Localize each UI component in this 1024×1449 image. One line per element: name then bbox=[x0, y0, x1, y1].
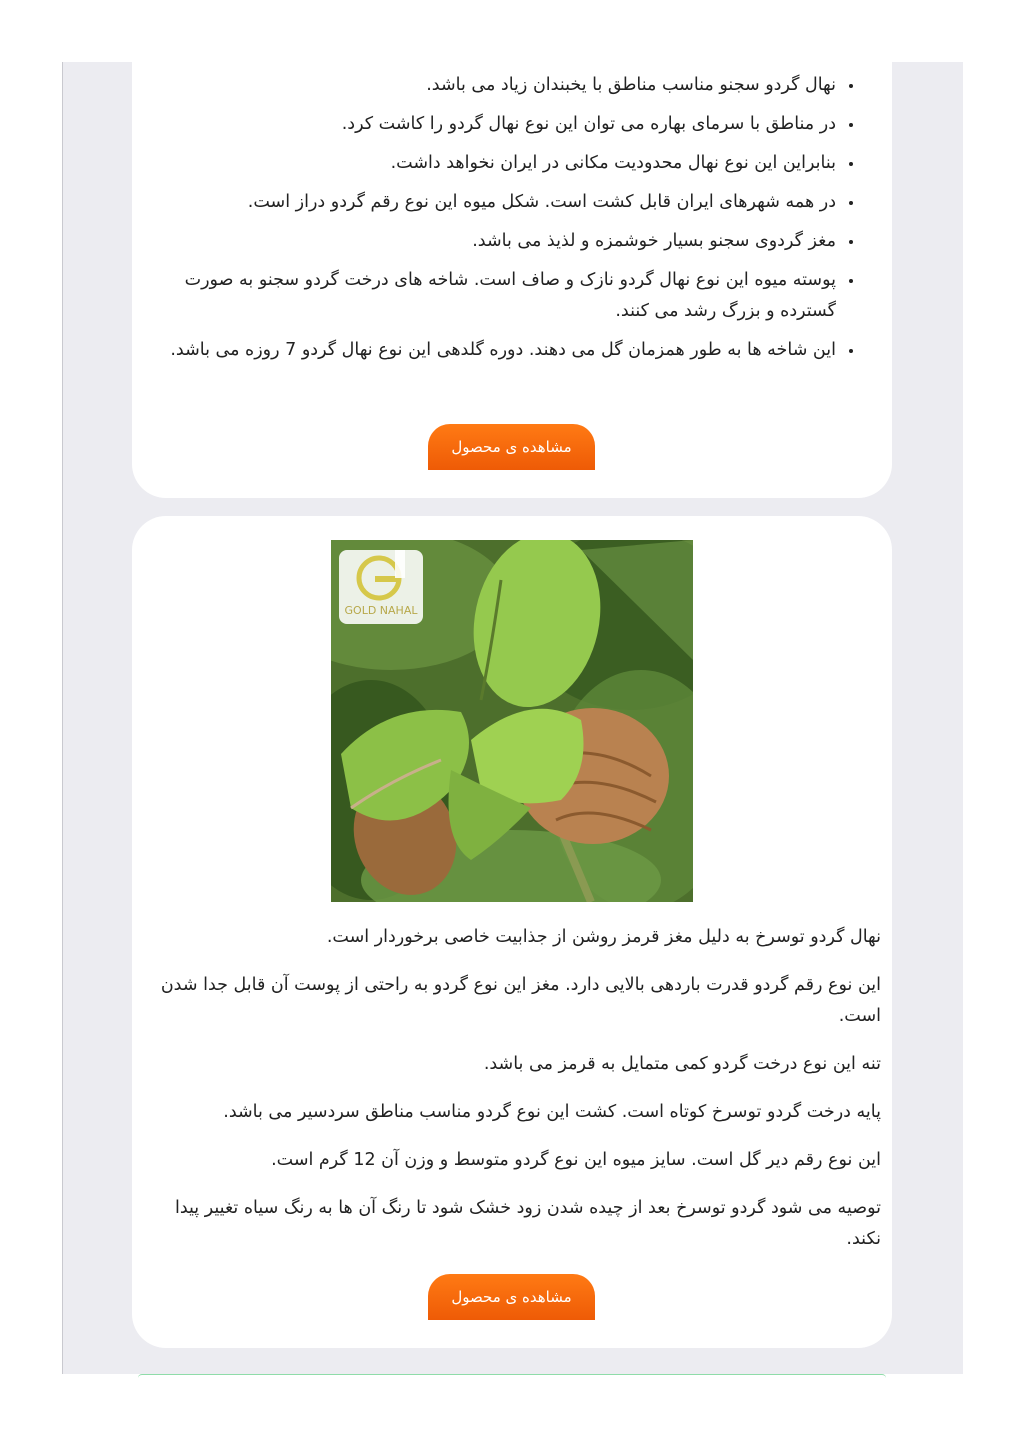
view-product-button[interactable]: مشاهده ی محصول bbox=[428, 1274, 595, 1320]
list-item: • پوسته میوه این نوع نهال گردو نازک و صاف است. شاخه های درخت گردو سجنو به صورت گسترده و بزرگ رشد می کنند. bbox=[152, 265, 838, 327]
list-item: • در همه شهرهای ایران قابل کشت است. شکل میوه این نوع رقم گردو دراز است. bbox=[152, 187, 838, 218]
next-card-edge bbox=[138, 1374, 886, 1378]
description-paragraph: این نوع رقم دیر گل است. سایز میوه این نوع گردو متوسط و وزن آن 12 گرم است. bbox=[271, 1150, 881, 1170]
description-paragraph: این نوع رقم گردو قدرت باردهی بالایی دارد. مغز این نوع گردو به راحتی از پوست آن قابل جدا شدن است. bbox=[160, 975, 881, 1026]
list-item: • نهال گردو سجنو مناسب مناطق با یخبندان زیاد می باشد. bbox=[152, 70, 838, 101]
product-description bbox=[152, 922, 881, 1272]
list-item: • بنابراین این نوع نهال محدودیت مکانی در ایران نخواهد داشت. bbox=[152, 148, 838, 179]
page-footer-area bbox=[0, 1375, 1024, 1449]
description-paragraph: توصیه می شود گردو توسرخ بعد از چیده شدن زود خشک شود تا رنگ آن ها به رنگ سیاه تغییر پیدا نکند. bbox=[174, 1198, 881, 1249]
product-card-sejno bbox=[132, 62, 892, 498]
view-product-button[interactable]: مشاهده ی محصول bbox=[428, 424, 595, 470]
description-paragraph: نهال گردو توسرخ به دلیل مغز قرمز روشن از جذابیت خاصی برخوردار است. bbox=[326, 927, 881, 947]
walnut-photo-svg bbox=[331, 540, 693, 902]
walnut-photo-icon bbox=[331, 540, 693, 902]
product-card-tosorkh bbox=[132, 516, 892, 1348]
description-paragraph: پایه درخت گردو توسرخ کوتاه است. کشت این نوع گردو مناسب مناطق سردسیر می باشد. bbox=[223, 1102, 881, 1122]
description-paragraph: تنه این نوع درخت گردو کمی متمایل به قرمز می باشد. bbox=[483, 1054, 881, 1074]
logo-text: GOLD NAHAL bbox=[344, 604, 418, 617]
list-item: • مغز گردوی سجنو بسیار خوشمزه و لذیذ می باشد. bbox=[152, 226, 838, 257]
list-item: • این شاخه ها به طور همزمان گل می دهند. دوره گلدهی این نوع نهال گردو 7 روزه می باشد. bbox=[152, 335, 838, 366]
list-item: • در مناطق با سرمای بهاره می توان این نوع نهال گردو را کاشت کرد. bbox=[152, 109, 838, 140]
feature-list bbox=[152, 70, 864, 374]
